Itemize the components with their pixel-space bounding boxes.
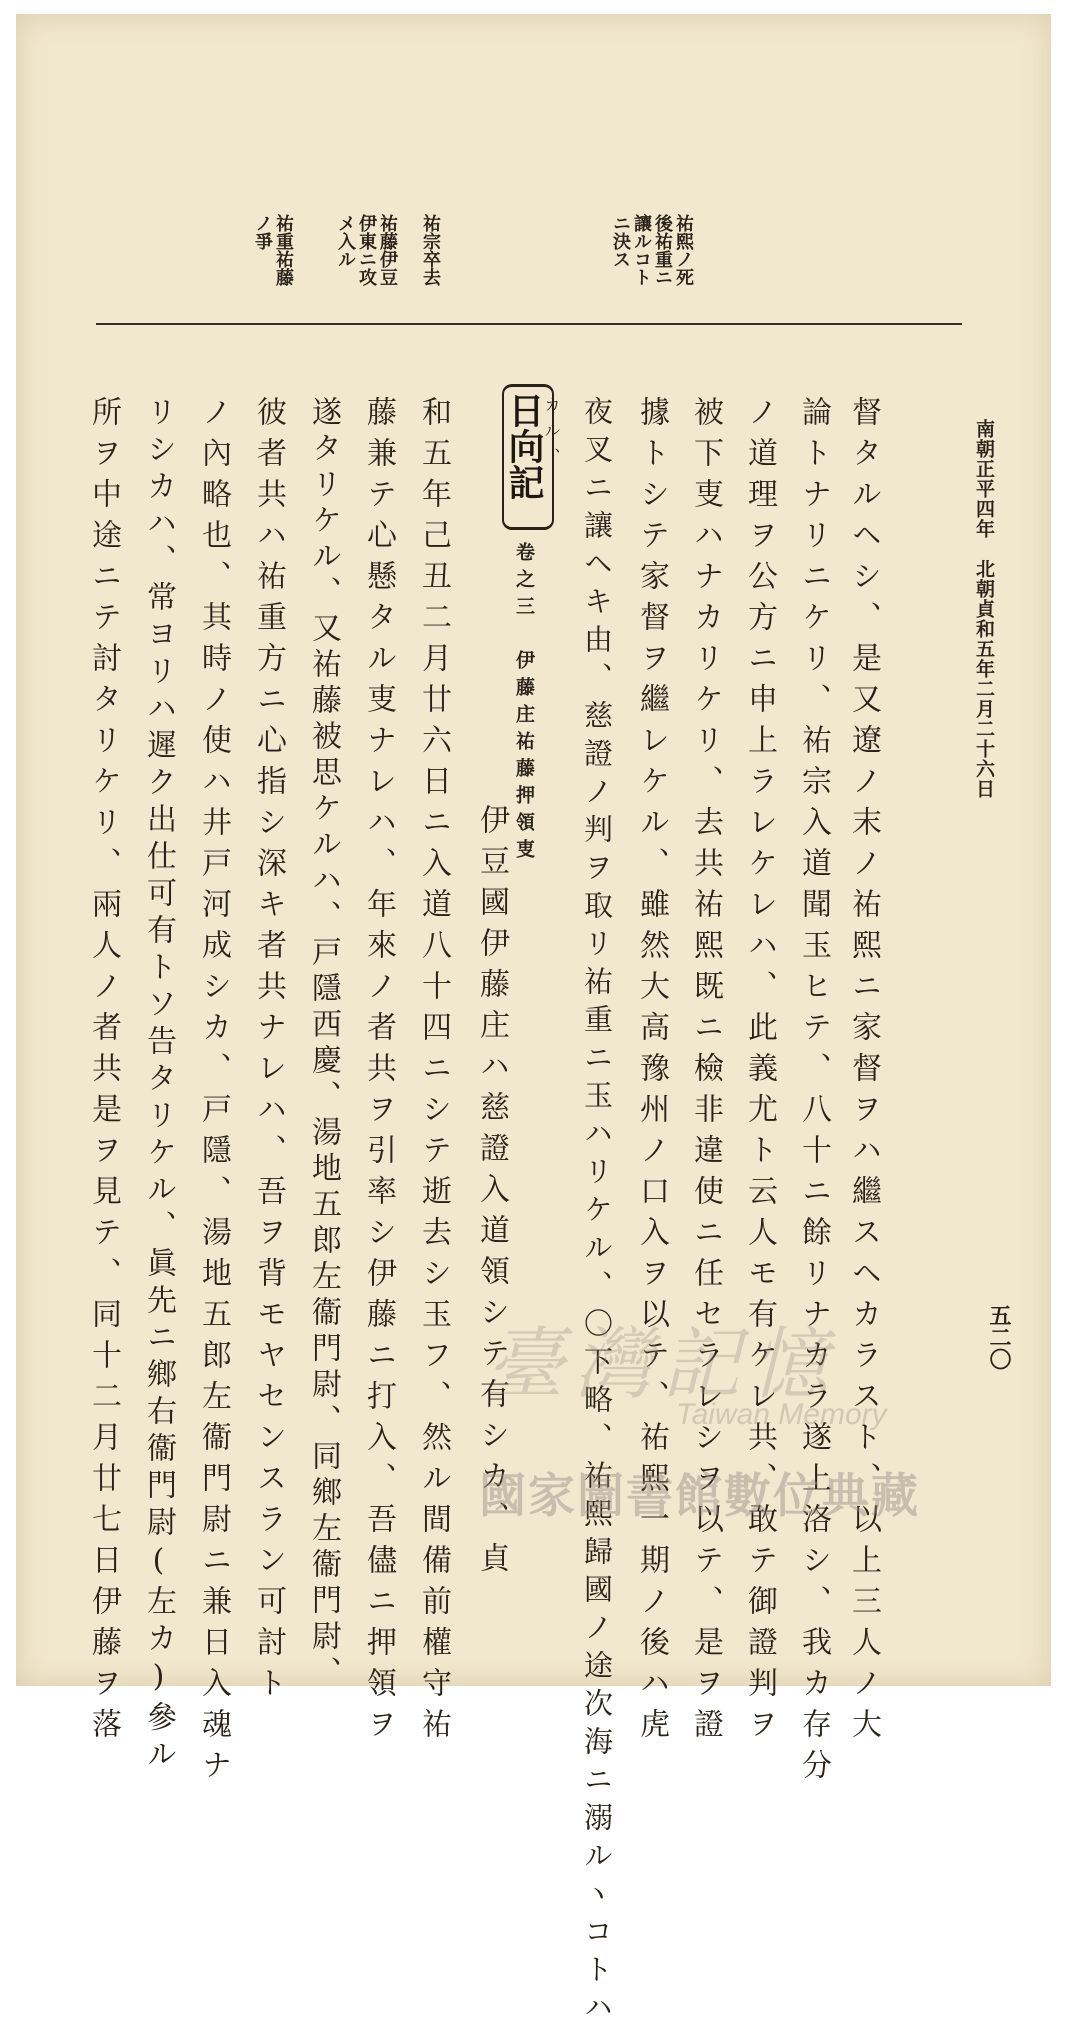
watermark-organization: 國家圖書館數位典藏 [479, 1469, 920, 1524]
text-line-1: 督タルヘシ、是又遼ノ末ノ祐熙ニ家督ヲハ繼スヘカラスト、以上三人ノ大 [846, 396, 881, 1749]
margin-note-1: 祐熙ノ死後祐重ニ讓ルコトニ決ス [610, 214, 694, 286]
text-line-13: ノ內略也、其時ノ使ハ井戸河成シカ、戸隱、湯地五郎左衞門尉ニ兼日入魂ナ [196, 396, 231, 1790]
text-line-12: 彼者共ハ祐重方ニ心指シ深キ者共ナレハ、吾ヲ背モヤセンスラン可討ト [251, 396, 286, 1708]
text-line-3: ノ道理ヲ公方ニ申上ラレケレハ、此義尤ト云人モ有ケレ共、敢テ御證判ヲ [742, 396, 777, 1749]
watermark-calligraphy: 臺灣記憶 [486, 1320, 839, 1410]
margin-note-4: 祐重祐藤ノ爭 [252, 214, 294, 286]
text-line-10: 藤兼テ心懸タル叓ナレハ、年來ノ者共ヲ引率シ伊藤ニ打入、吾儘ニ押領ヲ [361, 396, 396, 1749]
text-line-5: 據トシテ家督ヲ繼レケル、雖然大高豫州ノ口入ヲ以テ、祐熙一期ノ後ハ虎 [634, 396, 669, 1749]
text-line-14: リシカハ、常ヨリハ遲ク出仕可有トソ告タリケル、眞先ニ鄉右衞門尉(左カ)參ル [141, 396, 176, 1775]
text-line-11: 遂タリケル、又祐藤被思ケルハ、戸隱西慶、湯地五郎左衞門尉、同鄉左衞門尉、 [306, 396, 341, 1692]
text-line-7: カル、 [542, 396, 561, 474]
running-header: 南朝正平四年 北朝貞和五年二月二十六日 [973, 419, 995, 799]
text-line-2: 論トナリニケリ、祐宗入道聞玉ヒテ、八十ニ餘リナカラ遂上洛シ、我カ存分 [796, 396, 831, 1790]
text-line-4: 被下叓ハナカリケリ、去共祐熙既ニ檢非違使ニ任セラレシヲ以テ、是ヲ證 [688, 396, 723, 1749]
watermark-english: Taiwan Memory [676, 1398, 887, 1431]
page-number: 五二〇 [986, 1304, 1012, 1370]
horizontal-rule [96, 323, 962, 325]
margin-note-3: 祐藤伊豆伊東ニ攻メ入ル [335, 214, 398, 286]
text-line-8: 伊豆國伊藤庄ハ慈證入道領シテ有シカ、貞 [474, 804, 509, 1583]
margin-note-2: 祐宗卒去 [420, 214, 441, 286]
source-subtitle: 卷之三 伊藤庄祐藤押領叓 [513, 542, 535, 866]
text-line-6: 夜叉ニ讓ヘキ由、慈證ノ判ヲ取リ祐重ニ玉ハリケル、〇下略、祐熙歸國ノ途次海ニ溺ルヽコトハ [580, 396, 614, 2030]
source-title: 日向記 [503, 392, 545, 500]
text-line-15: 所ヲ中途ニテ討タリケリ、兩人ノ者共是ヲ見テ、同十二月廿七日伊藤ヲ落 [86, 396, 121, 1749]
document-page [16, 14, 1051, 2030]
text-line-9: 和五年己丑二月廿六日ニ入道八十四ニシテ逝去シ玉フ、然ル間備前權守祐 [416, 396, 451, 1749]
